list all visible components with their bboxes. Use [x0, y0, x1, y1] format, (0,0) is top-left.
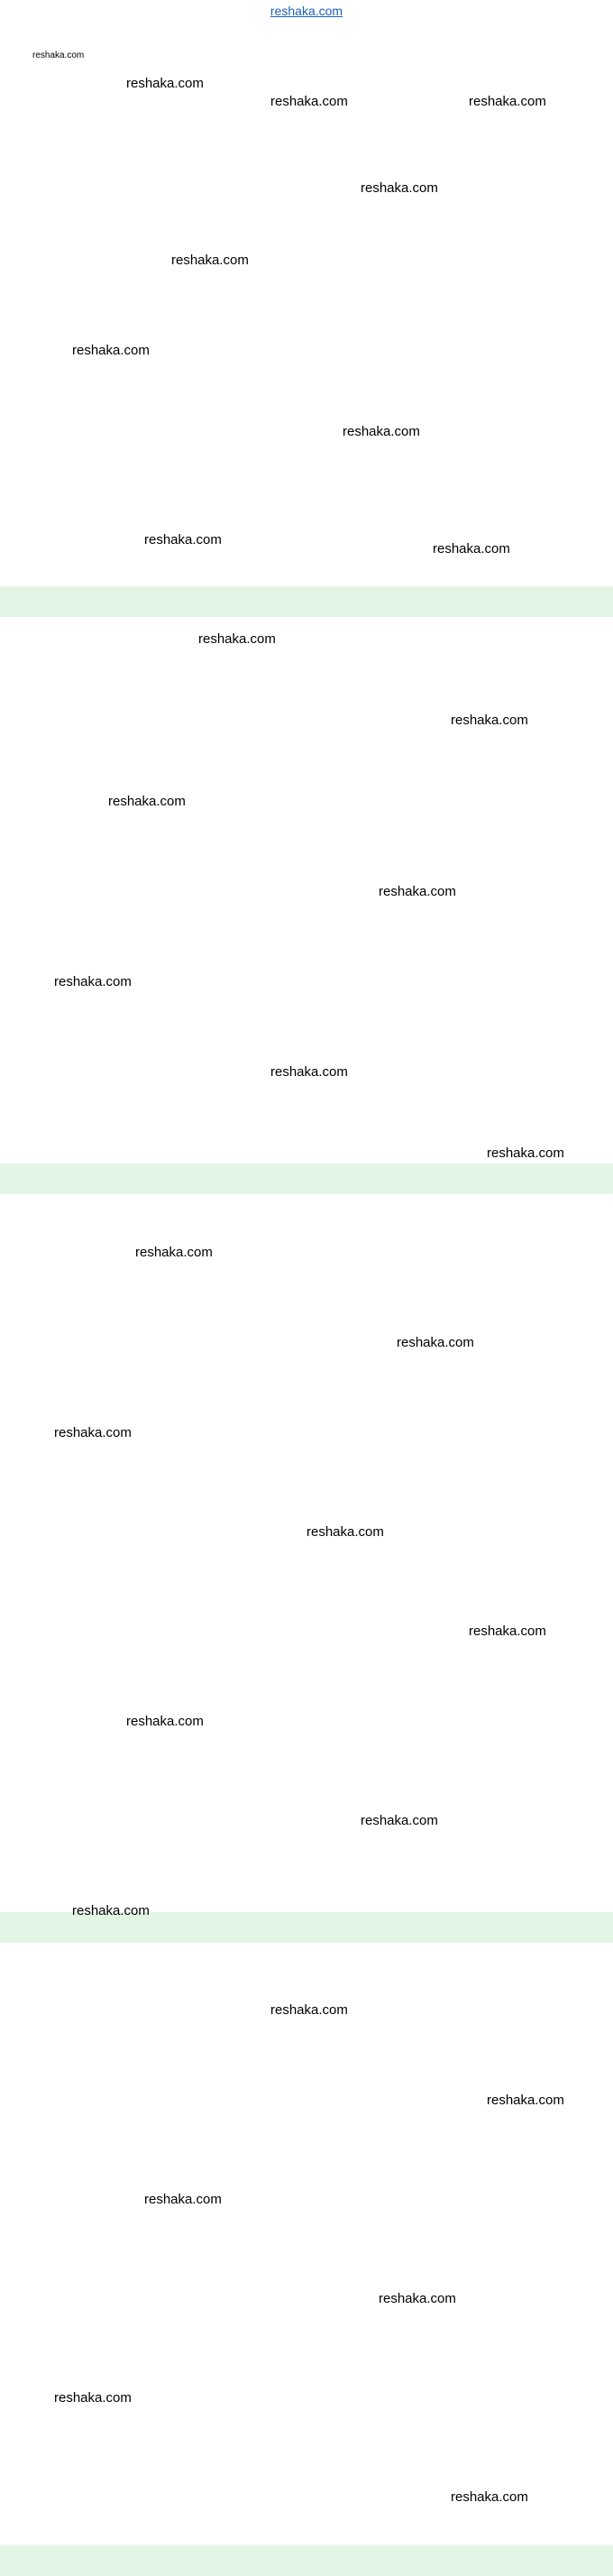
solution-content: [0, 22, 613, 2576]
watermark-text: reshaka.com: [54, 974, 132, 989]
watermark-text: reshaka.com: [451, 713, 528, 728]
parts-formula: [0, 739, 613, 766]
watermark-text: reshaka.com: [126, 76, 204, 91]
watermark-text: reshaka.com: [397, 1335, 474, 1350]
watermark-text: reshaka.com: [469, 94, 546, 109]
site-header: [0, 0, 613, 22]
watermark-text: reshaka.com: [379, 884, 456, 899]
watermark-text: reshaka.com: [126, 1714, 204, 1729]
modulus-formula: [0, 1343, 613, 1370]
definition-text: [0, 2019, 613, 2042]
watermark-text: reshaka.com: [487, 2093, 564, 2108]
intro-text: [0, 644, 613, 667]
watermark-text: reshaka.com: [343, 424, 420, 439]
definition-text: [0, 694, 613, 716]
definition-text: [0, 98, 613, 121]
site-link[interactable]: reshaka.com: [270, 4, 343, 18]
watermark-text: reshaka.com: [54, 2390, 132, 2406]
definition-text: [0, 1271, 613, 1293]
general-form-text: [0, 1244, 613, 1271]
argument-definition-text: [0, 793, 613, 815]
watermark-text: reshaka.com: [54, 1425, 132, 1440]
problem-3: [0, 1194, 613, 1943]
watermark-text: reshaka.com: [379, 2291, 456, 2306]
watermark-text: reshaka.com: [270, 1064, 348, 1080]
problem-1: [0, 22, 613, 617]
intro-text: [0, 49, 613, 71]
modulus-formula: [0, 170, 613, 198]
watermark-text: reshaka.com: [108, 794, 186, 809]
watermark-text: reshaka.com: [72, 343, 150, 358]
watermark-text: reshaka.com: [144, 2192, 222, 2207]
watermark-text: reshaka.com: [32, 51, 85, 60]
watermark-text: reshaka.com: [306, 1524, 384, 1540]
problem-expression: [0, 617, 613, 644]
intro-text: [0, 1970, 613, 1992]
quadrant-text: [0, 1393, 613, 1415]
check-form-text: [0, 2042, 613, 2065]
argument-definition-text: [0, 2119, 613, 2141]
general-form-text: [0, 667, 613, 694]
argument-definition-text: [0, 198, 613, 220]
quadrant-text: [0, 2141, 613, 2164]
quadrant-text: [0, 220, 613, 243]
problem-2: [0, 617, 613, 1194]
watermark-text: reshaka.com: [487, 1145, 564, 1161]
watermark-text: reshaka.com: [144, 532, 222, 547]
parts-formula: [0, 2065, 613, 2092]
reduction-formula: [0, 243, 613, 270]
quadrant-text: [0, 815, 613, 838]
watermark-text: reshaka.com: [469, 1624, 546, 1639]
general-form-text: [0, 71, 613, 98]
answer-highlight: [0, 2545, 613, 2576]
result-formula: [0, 865, 613, 892]
result-formula: [0, 2191, 613, 2218]
watermark-text: reshaka.com: [135, 1245, 213, 1260]
check-form-text: [0, 1293, 613, 1316]
general-form-text: [0, 1992, 613, 2019]
intro-text: [0, 1221, 613, 1244]
watermark-text: reshaka.com: [270, 2002, 348, 2018]
problem-4: [0, 1943, 613, 2576]
reduction-formula: [0, 1415, 613, 1442]
answer-highlight: [0, 1912, 613, 1943]
modulus-formula: [0, 2092, 613, 2119]
problem-expression: [0, 22, 613, 49]
reduction-formula: [0, 838, 613, 865]
answer-highlight: [0, 586, 613, 617]
watermark-text: reshaka.com: [270, 94, 348, 109]
parts-formula: [0, 1316, 613, 1343]
watermark-text: reshaka.com: [198, 631, 276, 647]
argument-definition-text: [0, 1370, 613, 1393]
problem-expression: [0, 1943, 613, 1970]
result-formula: [0, 270, 613, 297]
watermark-text: reshaka.com: [451, 2489, 528, 2505]
watermark-text: reshaka.com: [72, 1903, 150, 1918]
check-form-text: [0, 121, 613, 143]
watermark-text: reshaka.com: [361, 1813, 438, 1828]
result-formula: [0, 1442, 613, 1469]
watermark-text: reshaka.com: [433, 541, 510, 557]
watermark-text: reshaka.com: [171, 253, 249, 268]
modulus-formula: [0, 766, 613, 793]
parts-formula: [0, 143, 613, 170]
watermark-text: reshaka.com: [361, 180, 438, 196]
answer-highlight: [0, 1164, 613, 1194]
problem-expression: [0, 1194, 613, 1221]
check-form-text: [0, 716, 613, 739]
reduction-formula: [0, 2164, 613, 2191]
